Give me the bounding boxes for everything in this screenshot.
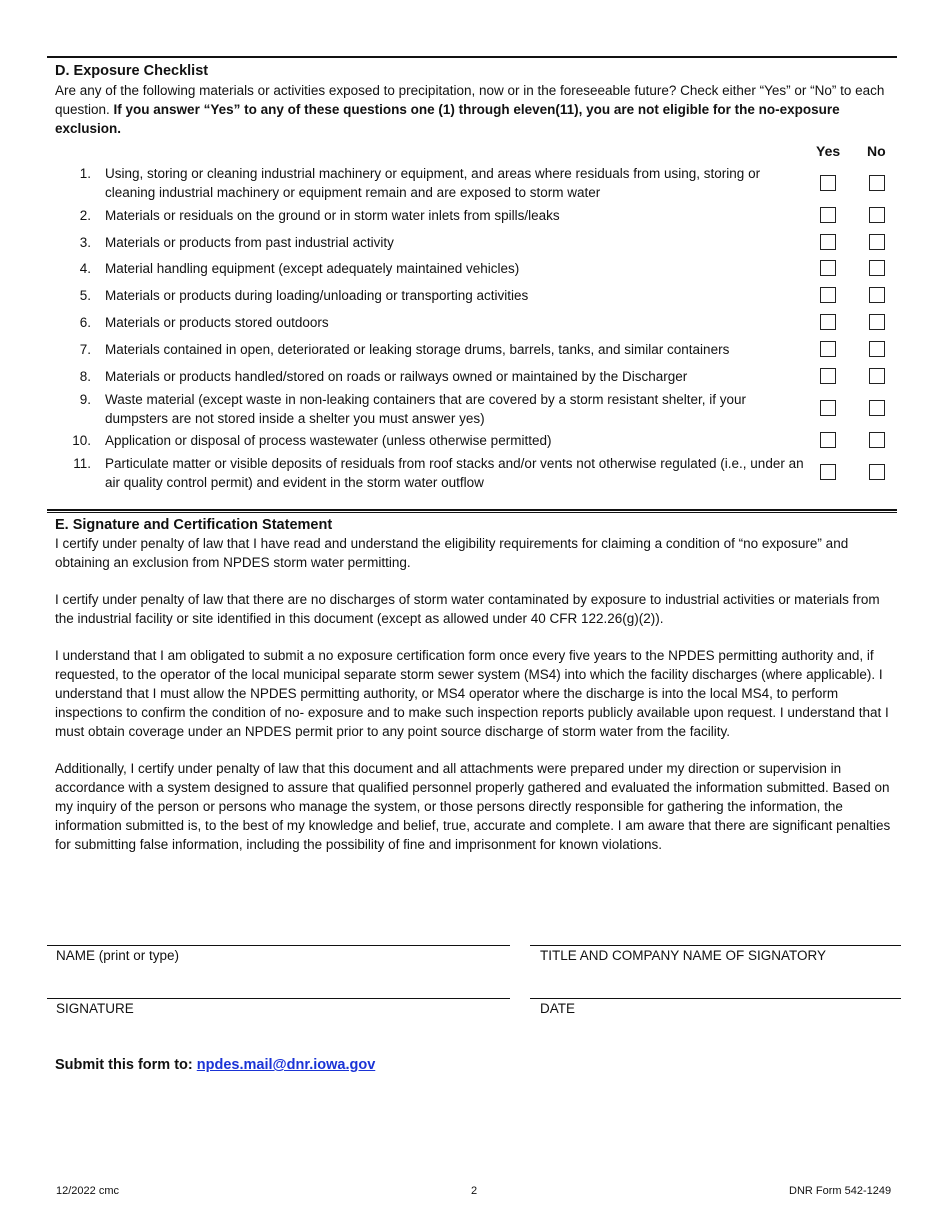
certification-paragraph-2: I certify under penalty of law that there are no discharges of storm water contaminated by exposure to industrial activities or materials from the industrial facility or site identified in this document (except as allowed under 40 CFR 122.26(g)(2)). bbox=[55, 592, 880, 626]
section-divider-inner bbox=[47, 512, 897, 513]
column-header-yes: Yes bbox=[816, 143, 841, 159]
item-4-yes-checkbox[interactable] bbox=[820, 260, 836, 276]
section-d bbox=[55, 62, 897, 138]
item-number: 1. bbox=[79, 166, 91, 181]
checklist-item-5 bbox=[55, 286, 805, 305]
item-number: 5. bbox=[79, 288, 91, 303]
top-rule bbox=[47, 56, 897, 58]
checklist-item-4 bbox=[55, 259, 805, 278]
section-d-intro bbox=[55, 81, 897, 138]
item-number: 11. bbox=[73, 456, 91, 471]
intro-text: Are any of the following materials or activities exposed to precipitation, now or in the foreseeable future? Check either “Yes” or “No” to each question. bbox=[55, 83, 885, 117]
intro-bold-text: If you answer “Yes” to any of these questions one (1) through eleven(11), you are not eligible for the no-exposure exclusion. bbox=[55, 102, 840, 136]
title-company-label: TITLE AND COMPANY NAME OF SIGNATORY bbox=[540, 948, 827, 963]
item-text: Material handling equipment (except adequately maintained vehicles) bbox=[105, 261, 520, 276]
checklist-item-9 bbox=[55, 390, 805, 428]
item-1-no-checkbox[interactable] bbox=[869, 175, 885, 191]
item-9-yes-checkbox[interactable] bbox=[820, 400, 836, 416]
item-7-no-checkbox[interactable] bbox=[869, 341, 885, 357]
item-6-no-checkbox[interactable] bbox=[869, 314, 885, 330]
item-number: 6. bbox=[79, 315, 91, 330]
certification-paragraph-4: Additionally, I certify under penalty of law that this document and all attachments were prepared under my direction or supervision in accordance with a system designed to assure that qualified personnel properly gathered and evaluated the information submitted. Based on my inquiry of the person or persons who manage the system, or those persons directly responsible for gathering the information, the information submitted is, to the best of my knowledge and belief, true, accurate and complete. I am aware that there are significant penalties for submitting false information, including the possibility of fine and imprisonment for known violations. bbox=[55, 761, 891, 852]
section-divider bbox=[47, 509, 897, 511]
item-8-yes-checkbox[interactable] bbox=[820, 368, 836, 384]
item-text: Materials or products handled/stored on roads or railways owned or maintained by the Discharger bbox=[105, 369, 688, 384]
submit-instruction bbox=[55, 1056, 375, 1075]
checklist-item-10 bbox=[55, 431, 805, 450]
item-text: Materials contained in open, deteriorated or leaking storage drums, barrels, tanks, and similar containers bbox=[105, 342, 730, 357]
item-6-yes-checkbox[interactable] bbox=[820, 314, 836, 330]
item-8-no-checkbox[interactable] bbox=[869, 368, 885, 384]
submit-label: Submit this form to: bbox=[55, 1057, 197, 1073]
item-11-yes-checkbox[interactable] bbox=[820, 464, 836, 480]
item-1-yes-checkbox[interactable] bbox=[820, 175, 836, 191]
name-label: NAME (print or type) bbox=[56, 948, 180, 963]
checklist-item-3 bbox=[55, 233, 805, 252]
item-number: 3. bbox=[79, 235, 91, 250]
item-10-no-checkbox[interactable] bbox=[869, 432, 885, 448]
date-field[interactable] bbox=[530, 998, 901, 999]
item-text: Materials or residuals on the ground or in storm water inlets from spills/leaks bbox=[105, 208, 560, 223]
signature-label: SIGNATURE bbox=[56, 1001, 134, 1016]
item-number: 4. bbox=[79, 261, 91, 276]
item-3-no-checkbox[interactable] bbox=[869, 234, 885, 250]
item-text: Application or disposal of process wastewater (unless otherwise permitted) bbox=[105, 433, 552, 448]
item-text: Materials or products from past industrial activity bbox=[105, 235, 394, 250]
item-number: 9. bbox=[79, 392, 91, 407]
checklist-item-2 bbox=[55, 206, 805, 225]
item-text: Materials or products stored outdoors bbox=[105, 315, 329, 330]
item-10-yes-checkbox[interactable] bbox=[820, 432, 836, 448]
section-e-title: E. Signature and Certification Statement bbox=[55, 517, 333, 533]
item-number: 2. bbox=[79, 208, 91, 223]
certification-paragraph-1: I certify under penalty of law that I have read and understand the eligibility requirements for claiming a condition of “no exposure” and obtaining an exclusion from NPDES storm water permitting. bbox=[55, 536, 849, 570]
item-11-no-checkbox[interactable] bbox=[869, 464, 885, 480]
footer-page-number: 2 bbox=[471, 1185, 478, 1197]
item-text: Particulate matter or visible deposits of residuals from roof stacks and/or vents not otherwise regulated (i.e., under an air quality control permit) and evident in the storm water outflow bbox=[105, 456, 804, 490]
item-5-yes-checkbox[interactable] bbox=[820, 287, 836, 303]
checklist-item-1 bbox=[55, 164, 805, 202]
item-2-no-checkbox[interactable] bbox=[869, 207, 885, 223]
item-text: Using, storing or cleaning industrial machinery or equipment, and areas where residuals from using, storing or cleaning industrial machinery or equipment remain and are exposed to storm water bbox=[105, 166, 761, 200]
section-e bbox=[55, 516, 897, 854]
checklist-item-7 bbox=[55, 340, 805, 359]
footer-date: 12/2022 cmc bbox=[56, 1185, 119, 1197]
item-9-no-checkbox[interactable] bbox=[869, 400, 885, 416]
section-d-title: D. Exposure Checklist bbox=[55, 63, 209, 79]
item-number: 7. bbox=[79, 342, 91, 357]
item-text: Materials or products during loading/unloading or transporting activities bbox=[105, 288, 529, 303]
date-label: DATE bbox=[540, 1001, 576, 1016]
item-number: 8. bbox=[79, 369, 91, 384]
submit-email-link[interactable]: npdes.mail@dnr.iowa.gov bbox=[196, 1057, 376, 1073]
item-number: 10. bbox=[72, 433, 91, 448]
checklist-item-8 bbox=[55, 367, 805, 386]
item-5-no-checkbox[interactable] bbox=[869, 287, 885, 303]
item-2-yes-checkbox[interactable] bbox=[820, 207, 836, 223]
item-text: Waste material (except waste in non-leaking containers that are covered by a storm resistant shelter, if your dumpsters are not stored inside a shelter you must answer yes) bbox=[105, 392, 747, 426]
item-7-yes-checkbox[interactable] bbox=[820, 341, 836, 357]
certification-paragraph-3: I understand that I am obligated to submit a no exposure certification form once every five years to the NPDES permitting authority and, if requested, to the operator of the local municipal separate storm sewer system (MS4) into which the facility discharges (where applicable). I understand that I must allow the NPDES permitting authority, or MS4 operator where the discharge is into the local MS4, to perform inspections to confirm the condition of no- exposure and to make such inspection reports publicly available upon request. I understand that I must obtain coverage under an NPDES permit prior to any point source discharge of storm water from the facility. bbox=[55, 648, 889, 739]
footer-form-number: DNR Form 542-1249 bbox=[789, 1185, 892, 1197]
checklist-item-11 bbox=[55, 454, 805, 492]
checklist-item-6 bbox=[55, 313, 805, 332]
column-header-no: No bbox=[867, 143, 886, 159]
item-4-no-checkbox[interactable] bbox=[869, 260, 885, 276]
item-3-yes-checkbox[interactable] bbox=[820, 234, 836, 250]
